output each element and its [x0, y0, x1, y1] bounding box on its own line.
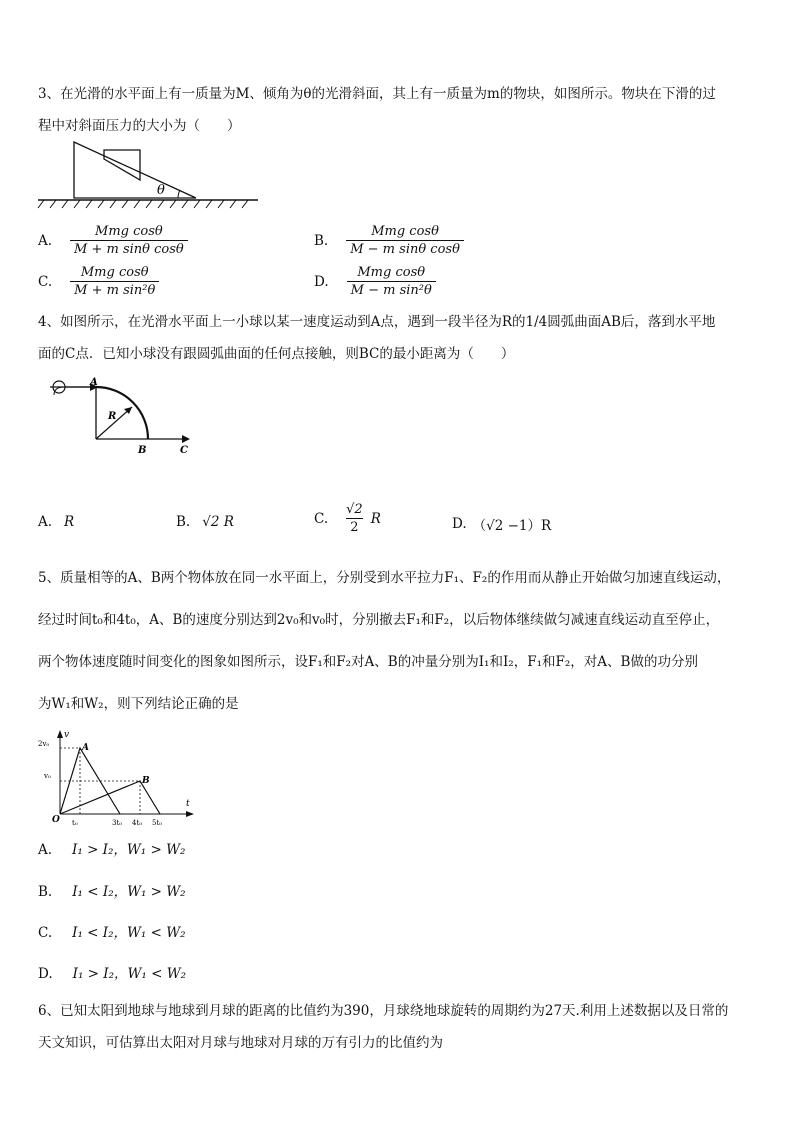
v-axis-label: v — [64, 730, 70, 740]
q3-line-1: 3、在光滑的水平面上有一质量为M、倾角为θ的光滑斜面，其上有一质量为m的物块，如图所示。物块在下滑的过 — [38, 86, 716, 102]
t-axis-label: t — [186, 799, 190, 809]
q3-option-c[interactable]: C. $\frac{\text{Mmg cosθ}}{\text{M + m sin²θ}}$ — [38, 265, 159, 298]
q5-line-3: 两个物体速度随时间变化的图象如图所示，设F₁和F₂对A、B的冲量分别为I₁和I₂，F₁和F₂，对A、B做的功分别 — [38, 654, 698, 670]
point-b-label: B — [138, 445, 147, 456]
q5-option-d[interactable]: D. I₁ > I₂，W₁ < W₂ — [38, 966, 186, 982]
q4-option-b[interactable]: B. √2 R — [176, 514, 234, 530]
x-tick-t0: t₀ — [72, 819, 78, 827]
q3-option-b[interactable]: B. $\frac{\text{Mmg cosθ}}{\text{M − m sinθ cosθ}}$ — [314, 224, 464, 257]
point-a-label: A — [90, 377, 98, 388]
v-axis-arrow — [57, 730, 63, 738]
x-tick-4t0: 4t₀ — [132, 819, 143, 827]
q5-option-a[interactable]: A. I₁ > I₂，W₁ > W₂ — [38, 842, 186, 858]
q4-line-2: 面的C点．已知小球没有跟圆弧曲面的任何点接触，则BC的最小距离为（ ） — [38, 346, 515, 362]
q3-incline-figure — [38, 142, 258, 212]
q5-velocity-time-graph — [36, 728, 196, 827]
q4-option-d[interactable]: D. （√2 −1）R — [452, 516, 552, 534]
series-a-label: A — [82, 743, 89, 753]
q4-option-a[interactable]: A. R — [38, 514, 75, 530]
q3-line-2: 程中对斜面压力的大小为（ ） — [38, 118, 241, 134]
q5-line-1: 5、质量相等的A、B两个物体放在同一水平面上，分别受到水平拉力F₁、F₂的作用而从静止开始做匀加速直线运动， — [38, 570, 731, 586]
q5-option-b[interactable]: B. I₁ < I₂，W₁ > W₂ — [38, 884, 186, 900]
t-axis-arrow — [186, 811, 194, 817]
q5-line-4: 为W₁和W₂，则下列结论正确的是 — [38, 696, 239, 712]
q4-option-c[interactable]: C. $\frac{√2}{2}$ R — [314, 502, 381, 535]
x-tick-5t0: 5t₀ — [152, 819, 163, 827]
y-tick-v0: v₀ — [44, 772, 51, 780]
origin-label: O — [52, 815, 60, 825]
radius-label: R — [108, 411, 117, 422]
q5-option-c[interactable]: C. I₁ < I₂，W₁ < W₂ — [38, 925, 186, 941]
theta-label: θ — [157, 183, 165, 198]
q4-line-1: 4、如图所示，在光滑水平面上一小球以某一速度运动到A点，遇到一段半径为R的1/4圆弧曲面AB后，落到水平地 — [38, 314, 716, 330]
series-b-label: B — [142, 776, 150, 786]
q3-option-a[interactable]: A. $\frac{\text{Mmg cosθ}}{\text{M + m sinθ cosθ}}$ — [38, 224, 188, 257]
q5-line-2: 经过时间t₀和4t₀，A、B的速度分别达到2v₀和v₀时，分别撤去F₁和F₂，以后物体继续做匀减速直线运动直至停止， — [38, 612, 720, 628]
x-tick-3t0: 3t₀ — [112, 819, 123, 827]
q4-arc-figure — [50, 375, 210, 465]
q6-line-1: 6、已知太阳到地球与地球到月球的距离的比值约为390，月球绕地球旋转的周期约为27天.利用上述数据以及日常的 — [38, 1003, 729, 1019]
y-tick-2v0: 2v₀ — [38, 740, 50, 748]
q6-line-2: 天文知识，可估算出太阳对月球与地球对月球的万有引力的比值约为 — [38, 1035, 443, 1051]
q3-option-d[interactable]: D. $\frac{\text{Mmg cosθ}}{\text{M − m sin²θ}}$ — [314, 265, 436, 298]
point-c-label: C — [180, 445, 188, 456]
